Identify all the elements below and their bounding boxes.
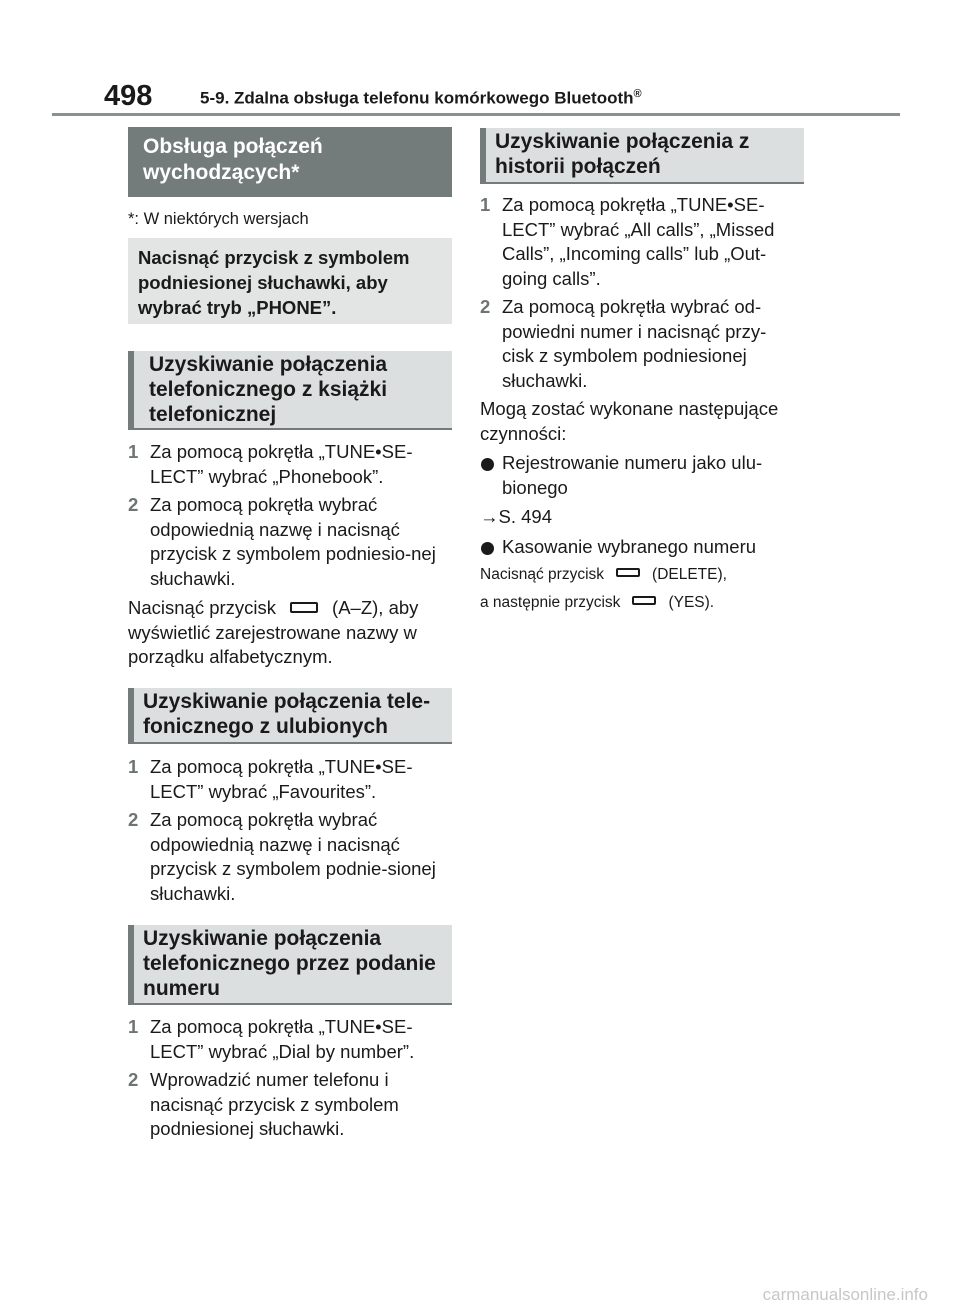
dial-heading: Uzyskiwanie połączenia telefonicznego przez podanie numeru xyxy=(128,925,452,1005)
phonebook-heading: Uzyskiwanie połączenia telefonicznego z książki telefonicznej xyxy=(128,351,452,430)
step-text: Za pomocą pokrętła wybrać odpowiednią nazwę i nacisnąć przycisk z symbolem podniesio-nej słuchawki. xyxy=(150,494,436,589)
footnote: *: W niektórych wersjach xyxy=(128,210,309,228)
page-number: 498 xyxy=(104,80,153,112)
bullet-text: Kasowanie wybranego numeru xyxy=(502,536,757,557)
delete-instruction xyxy=(480,565,810,585)
step-number: 1 xyxy=(128,1016,139,1037)
button-icon xyxy=(616,568,640,577)
step-text: Za pomocą pokrętła „TUNE•SE-LECT” wybrać „Phonebook”. xyxy=(150,441,413,487)
bullet-dot-icon xyxy=(481,458,494,471)
bullet-dot-icon xyxy=(481,542,494,555)
step-text: Wprowadzić numer telefonu i nacisnąć przycisk z symbolem podniesionej słuchawki. xyxy=(150,1069,399,1139)
button-icon xyxy=(632,596,656,605)
step-text: Za pomocą pokrętła wybrać odpowiednią nazwę i nacisnąć przycisk z symbolem podnie-sionej słuchawki. xyxy=(150,809,436,904)
dial-step-2 xyxy=(128,1068,448,1142)
delete-before: Nacisnąć przycisk xyxy=(480,566,605,583)
phonebook-step-2 xyxy=(128,493,448,591)
watermark: carmanualsonline.info xyxy=(762,1285,928,1304)
step-number: 2 xyxy=(128,809,139,830)
step-text: Za pomocą pokrętła wybrać od-powiedni numer i nacisnąć przy-cisk z symbolem podniesionej słuchawki. xyxy=(502,296,767,391)
phonebook-step-1 xyxy=(128,440,458,489)
step-number: 2 xyxy=(128,1069,139,1090)
bullet-text: Rejestrowanie numeru jako ulu-bionego xyxy=(502,452,763,498)
step-number: 2 xyxy=(480,296,491,317)
history-heading: Uzyskiwanie połączenia z historii połączeń xyxy=(480,128,804,184)
history-step-2 xyxy=(480,295,798,393)
ops-intro: Mogą zostać wykonane następujące czynności: xyxy=(480,398,779,444)
button-icon xyxy=(290,602,318,613)
header-rule xyxy=(52,113,900,116)
bullet-register xyxy=(480,451,798,500)
yes-instruction xyxy=(480,593,810,613)
phonebook-extra xyxy=(128,596,448,670)
delete-after: (DELETE), xyxy=(652,566,727,583)
step-text: Za pomocą pokrętła „TUNE•SE-LECT” wybrać „Dial by number”. xyxy=(150,1016,415,1062)
registered-mark: ® xyxy=(633,88,642,100)
favourites-heading: Uzyskiwanie połączenia tele-fonicznego z ulubionych xyxy=(128,688,452,744)
step-number: 1 xyxy=(480,194,491,215)
yes-before: a następnie przycisk xyxy=(480,594,621,611)
step-number: 1 xyxy=(128,756,139,777)
section-outgoing-calls: Obsługa połączeń wychodzących* xyxy=(128,127,452,197)
step-text: Za pomocą pokrętła „TUNE•SE-LECT” wybrać „Favourites”. xyxy=(150,756,413,802)
phone-mode-note: Nacisnąć przycisk z symbolem podniesionej słuchawki, aby wybrać tryb „PHONE”. xyxy=(128,238,452,324)
chapter-title-text: 5-9. Zdalna obsługa telefonu komórkowego Bluetooth xyxy=(200,88,634,108)
yes-after: (YES). xyxy=(668,594,715,611)
favourites-step-2 xyxy=(128,808,448,906)
step-text: Za pomocą pokrętła „TUNE•SE-LECT” wybrać „All calls”, „Missed Calls”, „Incoming calls” lub „Out-going calls”. xyxy=(502,194,775,289)
step-number: 1 xyxy=(128,441,139,462)
chapter-title xyxy=(200,88,642,109)
bullet-delete xyxy=(480,535,810,560)
extra-before: Nacisnąć przycisk xyxy=(128,597,277,618)
favourites-step-1 xyxy=(128,755,458,804)
history-step-1 xyxy=(480,193,810,291)
extra-after: (A–Z), aby wyświetlić zarejestrowane nazwy w porządku alfabetycznym. xyxy=(128,597,419,667)
dial-step-1 xyxy=(128,1015,458,1064)
step-number: 2 xyxy=(128,494,139,515)
page-reference: →S. 494 xyxy=(480,506,552,527)
